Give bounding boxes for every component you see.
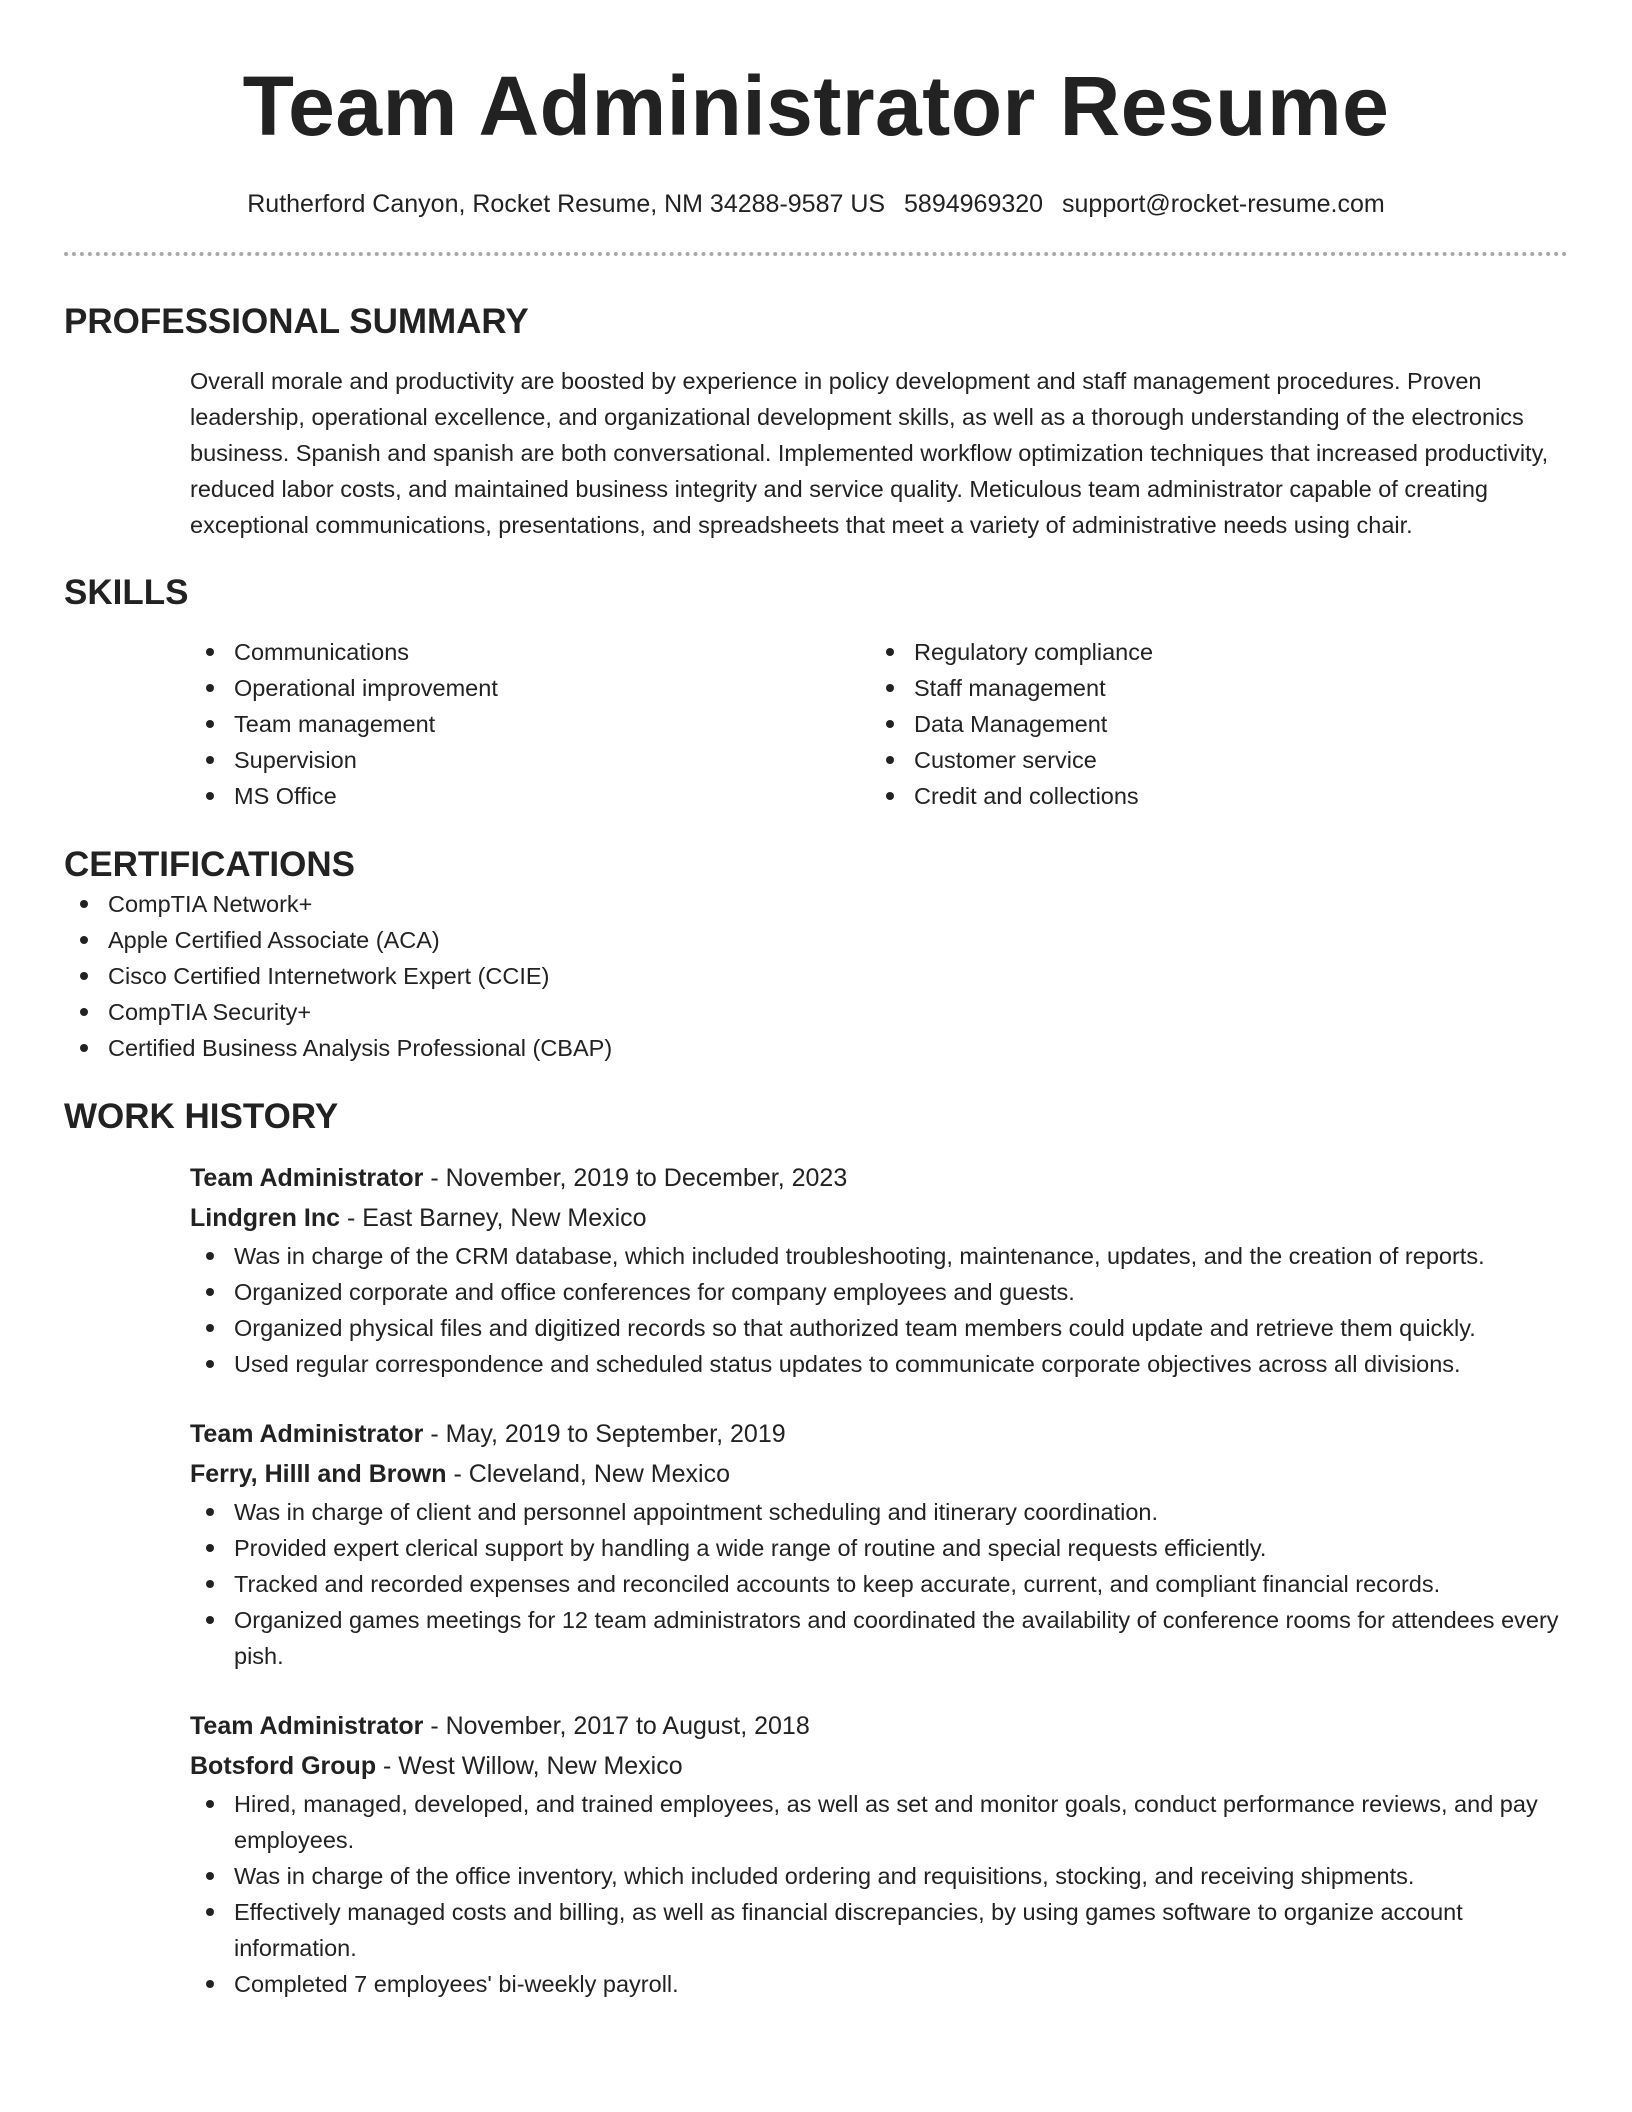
section-heading-certifications: CERTIFICATIONS <box>64 845 356 884</box>
job-entry <box>190 1414 1568 1674</box>
section-heading-skills: SKILLS <box>64 573 189 612</box>
job-bullets <box>190 1786 1568 2002</box>
skill-item: Supervision <box>190 742 870 778</box>
contact-email[interactable]: support@rocket-resume.com <box>1062 190 1385 218</box>
job-title-line <box>190 1158 1568 1198</box>
job-bullet: Was in charge of the office inventory, which included ordering and requisitions, stocking, and receiving shipments. <box>190 1858 1568 1894</box>
summary-text: Overall morale and productivity are boosted by experience in policy development and staff management procedures. Proven leadership, operational excellence, and organizational development skills, as well as a thorough understanding of the electronics business. Spanish and spanish are both conversational. Implemented workflow optimization techniques that increased productivity, reduced labor costs, and maintained business integrity and service quality. Meticulous team administrator capable of creating exceptional communications, presentations, and spreadsheets that meet a variety of administrative needs using chair. <box>190 368 1549 538</box>
section-heading-summary: PROFESSIONAL SUMMARY <box>64 302 529 341</box>
job-bullet: Organized physical files and digitized records so that authorized team members could update and retrieve them quickly. <box>190 1310 1568 1346</box>
job-company-line <box>190 1746 1568 1786</box>
skill-item: Customer service <box>870 742 1550 778</box>
job-bullet: Completed 7 employees' bi-weekly payroll. <box>190 1966 1568 2002</box>
job-dates: - May, 2019 to September, 2019 <box>423 1420 786 1448</box>
professional-summary-section <box>64 301 1568 543</box>
job-company: Botsford Group <box>190 1752 377 1780</box>
skills-columns <box>190 634 1568 814</box>
job-bullets <box>190 1238 1568 1382</box>
certification-item: Cisco Certified Internetwork Expert (CCIE) <box>64 958 1568 994</box>
skill-item: Communications <box>190 634 870 670</box>
skills-list-right <box>870 634 1550 814</box>
skill-item: Operational improvement <box>190 670 870 706</box>
certification-item: Apple Certified Associate (ACA) <box>64 922 1568 958</box>
job-entry <box>190 1158 1568 1382</box>
section-heading-work-history: WORK HISTORY <box>64 1097 339 1136</box>
job-company-line <box>190 1198 1568 1238</box>
resume-title: Team Administrator Resume <box>242 59 1390 153</box>
job-title-line <box>190 1706 1568 1746</box>
certifications-list <box>64 886 1568 1066</box>
skill-item: Team management <box>190 706 870 742</box>
job-bullets <box>190 1494 1568 1674</box>
contact-line <box>0 188 1632 220</box>
job-bullet: Hired, managed, developed, and trained employees, as well as set and monitor goals, conduct performance reviews, and pay employees. <box>190 1786 1568 1858</box>
job-company-line <box>190 1454 1568 1494</box>
job-title-line <box>190 1414 1568 1454</box>
header-divider <box>64 252 1568 256</box>
job-bullet: Tracked and recorded expenses and reconciled accounts to keep accurate, current, and compliant financial records. <box>190 1566 1568 1602</box>
skills-list-left <box>190 634 870 814</box>
job-company: Lindgren Inc <box>190 1204 340 1232</box>
job-entry <box>190 1706 1568 2002</box>
job-dates: - November, 2017 to August, 2018 <box>423 1712 810 1740</box>
contact-phone: 5894969320 <box>904 190 1044 218</box>
job-title: Team Administrator <box>190 1420 424 1448</box>
skill-item: Staff management <box>870 670 1550 706</box>
job-bullet: Provided expert clerical support by handling a wide range of routine and special requests efficiently. <box>190 1530 1568 1566</box>
skill-item: Regulatory compliance <box>870 634 1550 670</box>
certification-item: CompTIA Network+ <box>64 886 1568 922</box>
skill-item: Data Management <box>870 706 1550 742</box>
job-bullet: Was in charge of the CRM database, which included troubleshooting, maintenance, updates, and the creation of reports. <box>190 1238 1568 1274</box>
skill-item: MS Office <box>190 778 870 814</box>
job-dates: - November, 2019 to December, 2023 <box>423 1164 848 1192</box>
job-bullet: Used regular correspondence and scheduled status updates to communicate corporate objectives across all divisions. <box>190 1346 1568 1382</box>
job-company: Ferry, Hilll and Brown <box>190 1460 447 1488</box>
job-bullet: Organized corporate and office conferences for company employees and guests. <box>190 1274 1568 1310</box>
skills-section <box>64 572 1568 814</box>
certifications-section <box>64 844 1568 1066</box>
certification-item: CompTIA Security+ <box>64 994 1568 1030</box>
job-location: - West Willow, New Mexico <box>376 1752 683 1780</box>
contact-address: Rutherford Canyon, Rocket Resume, NM 34288-9587 US <box>247 190 886 218</box>
job-title: Team Administrator <box>190 1164 424 1192</box>
job-title: Team Administrator <box>190 1712 424 1740</box>
job-bullet: Was in charge of client and personnel appointment scheduling and itinerary coordination. <box>190 1494 1568 1530</box>
work-history-section <box>64 1096 1568 2002</box>
certification-item: Certified Business Analysis Professional (CBAP) <box>64 1030 1568 1066</box>
job-bullet: Effectively managed costs and billing, as well as financial discrepancies, by using games software to organize account information. <box>190 1894 1568 1966</box>
job-location: - East Barney, New Mexico <box>340 1204 647 1232</box>
job-bullet: Organized games meetings for 12 team administrators and coordinated the availability of conference rooms for attendees every pish. <box>190 1602 1568 1674</box>
job-location: - Cleveland, New Mexico <box>446 1460 730 1488</box>
skill-item: Credit and collections <box>870 778 1550 814</box>
